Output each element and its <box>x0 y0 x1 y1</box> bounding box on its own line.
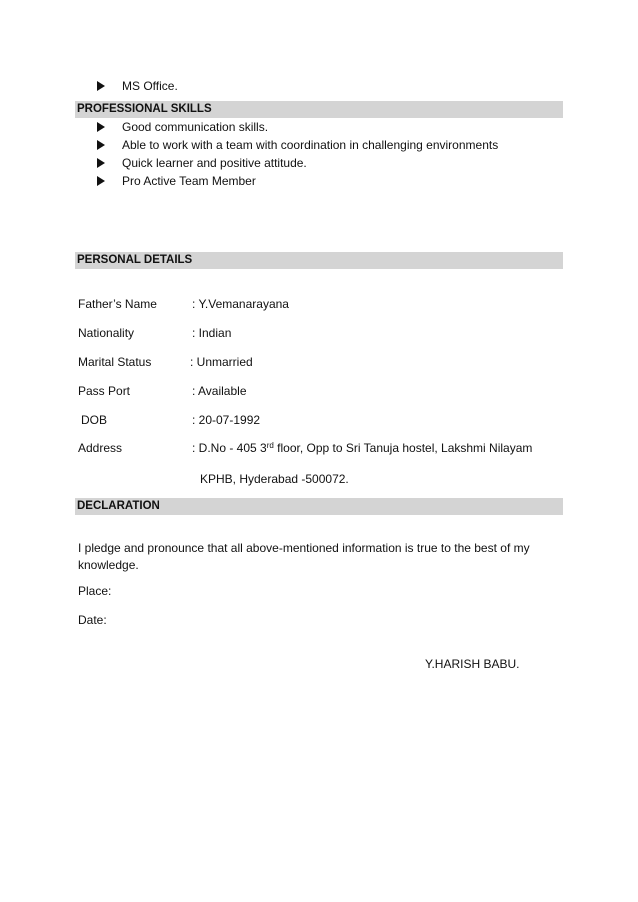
arrow-bullet-icon <box>97 122 105 132</box>
section-personal-details: PERSONAL DETAILS <box>75 252 563 269</box>
marital-status-label: Marital Status <box>78 355 152 369</box>
skill-item <box>97 120 269 134</box>
passport-label: Pass Port <box>78 384 131 398</box>
arrow-bullet-icon <box>97 158 105 168</box>
skill-text: Able to work with a team with coordination in challenging environments <box>122 138 499 152</box>
date-label: Date: <box>78 613 107 627</box>
skill-text: Pro Active Team Member <box>122 174 256 188</box>
address-line-2: KPHB, Hyderabad -500072. <box>200 472 349 486</box>
arrow-bullet-icon <box>97 140 105 150</box>
skill-text: Quick learner and positive attitude. <box>122 156 307 170</box>
dob-value: : 20-07-1992 <box>192 413 261 427</box>
address-label: Address <box>78 441 123 455</box>
bullet-text: MS Office. <box>122 79 178 93</box>
skill-item <box>97 156 307 170</box>
place-label: Place: <box>78 584 112 598</box>
fathers-name-value: : Y.Vemanarayana <box>192 297 289 311</box>
arrow-bullet-icon <box>97 81 105 91</box>
nationality-value: : Indian <box>192 326 232 340</box>
passport-value: : Available <box>192 384 247 398</box>
address-suffix: floor, Opp to Sri Tanuja hostel, Lakshmi Nilayam <box>273 441 533 455</box>
bullet-ms-office <box>97 79 178 93</box>
address-superscript: rd <box>266 441 274 450</box>
dob-label: DOB <box>81 413 108 427</box>
skill-item <box>97 138 499 152</box>
marital-status-value: : Unmarried <box>190 355 253 369</box>
arrow-bullet-icon <box>97 176 105 186</box>
nationality-label: Nationality <box>78 326 135 340</box>
section-professional-skills: PROFESSIONAL SKILLS <box>75 101 563 118</box>
address-prefix: : D.No - 405 3 <box>192 441 267 455</box>
section-declaration: DECLARATION <box>75 498 563 515</box>
declaration-text-line-1: I pledge and pronounce that all above-mentioned information is true to the best of my <box>78 541 530 555</box>
skill-item <box>97 174 256 188</box>
signature-name: Y.HARISH BABU. <box>425 657 520 671</box>
declaration-text-line-2: knowledge. <box>78 558 139 572</box>
fathers-name-label: Father’s Name <box>78 297 157 311</box>
skill-text: Good communication skills. <box>122 120 269 134</box>
address-value <box>192 441 532 455</box>
